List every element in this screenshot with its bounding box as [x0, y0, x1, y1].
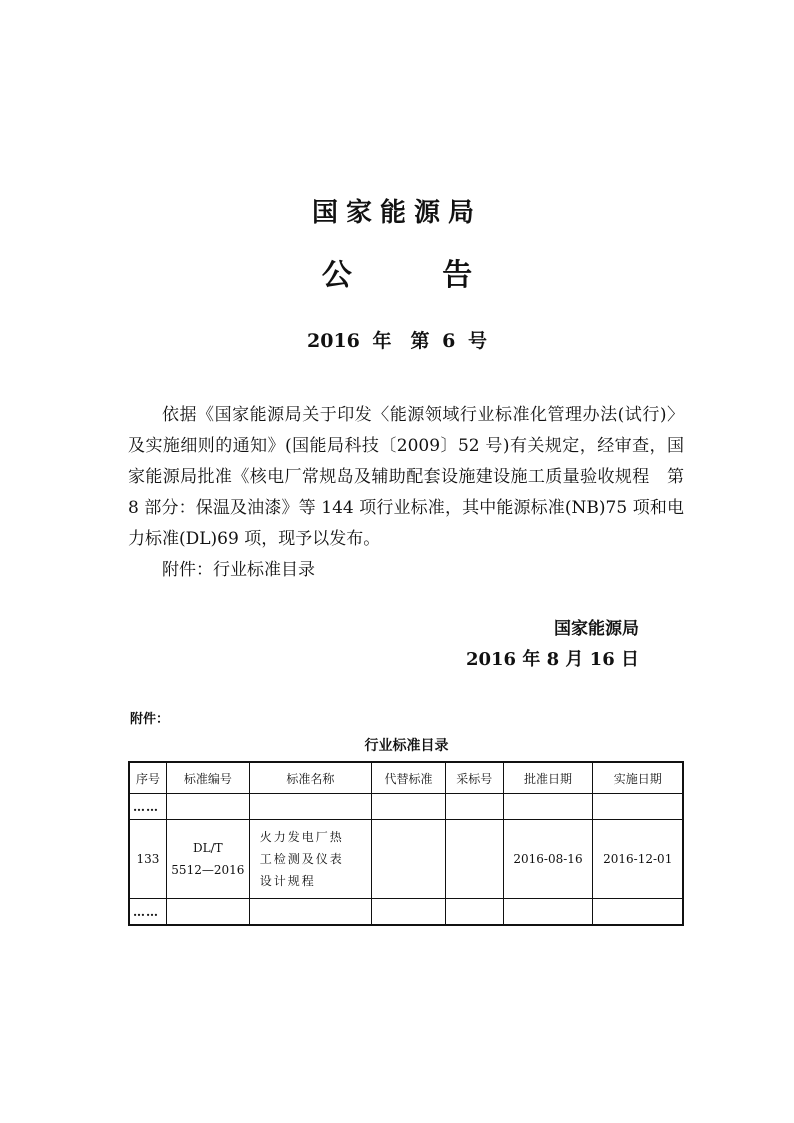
empty-cell [593, 899, 683, 926]
empty-cell [249, 899, 371, 926]
adopted-no-cell [445, 820, 503, 899]
empty-cell [503, 899, 593, 926]
approval-date-cell: 2016-08-16 [503, 820, 593, 899]
empty-cell [503, 794, 593, 820]
standard-name-line: 设计规程 [259, 874, 316, 888]
empty-cell [445, 794, 503, 820]
standards-catalog-table [128, 761, 684, 926]
attachment-reference: 附件：行业标准目录 [162, 560, 315, 580]
issuing-agency-title: 国家能源局 [311, 198, 482, 228]
document-type-title: 公 告 [321, 258, 513, 293]
issue-number: 2016 年 第 6 号 [307, 330, 487, 352]
column-header-approval-date: 批准日期 [503, 762, 593, 794]
standard-name-line: 火力发电厂热 [259, 830, 344, 844]
signature-date: 2016 年 8 月 16 日 [465, 649, 639, 670]
column-header-code: 标准编号 [166, 762, 249, 794]
empty-cell [372, 794, 446, 820]
table-header-row [129, 762, 683, 794]
catalog-title: 行业标准目录 [364, 738, 449, 754]
ellipsis-cell: …… [129, 794, 166, 820]
standard-code-number: 5512—2016 [171, 863, 245, 877]
table-row [129, 899, 683, 926]
attachment-label: 附件： [130, 712, 170, 727]
signature-issuer: 国家能源局 [554, 619, 639, 639]
empty-cell [166, 794, 249, 820]
column-header-effective-date: 实施日期 [593, 762, 683, 794]
standard-code-prefix: DL/T [193, 841, 223, 855]
standard-code-cell [166, 820, 249, 899]
column-header-name: 标准名称 [249, 762, 371, 794]
replaces-cell [372, 820, 446, 899]
seq-cell: 133 [129, 820, 166, 899]
table-row [129, 820, 683, 899]
column-header-seq: 序号 [129, 762, 166, 794]
announcement-body [128, 400, 684, 586]
empty-cell [166, 899, 249, 926]
standard-name-cell [249, 820, 371, 899]
announcement-paragraph: 依据《国家能源局关于印发〈能源领域行业标准化管理办法(试行)〉及实施细则的通知》(国能局科技〔2009〕52 号)有关规定，经审查，国家能源局批准《核电厂常规岛及辅助配套设施建设施工质量验收规程 第 8 部分：保温及油漆》等 144 项行业标准，其中能源标准(NB)75 项和电力标准(DL)69 项，现予以发布。 [128, 405, 684, 549]
empty-cell [249, 794, 371, 820]
column-header-adopted: 采标号 [445, 762, 503, 794]
standard-name-line: 工检测及仪表 [259, 852, 344, 866]
effective-date-cell: 2016-12-01 [593, 820, 683, 899]
empty-cell [372, 899, 446, 926]
column-header-replaces: 代替标准 [372, 762, 446, 794]
ellipsis-cell: …… [129, 899, 166, 926]
table-row [129, 794, 683, 820]
empty-cell [593, 794, 683, 820]
empty-cell [445, 899, 503, 926]
